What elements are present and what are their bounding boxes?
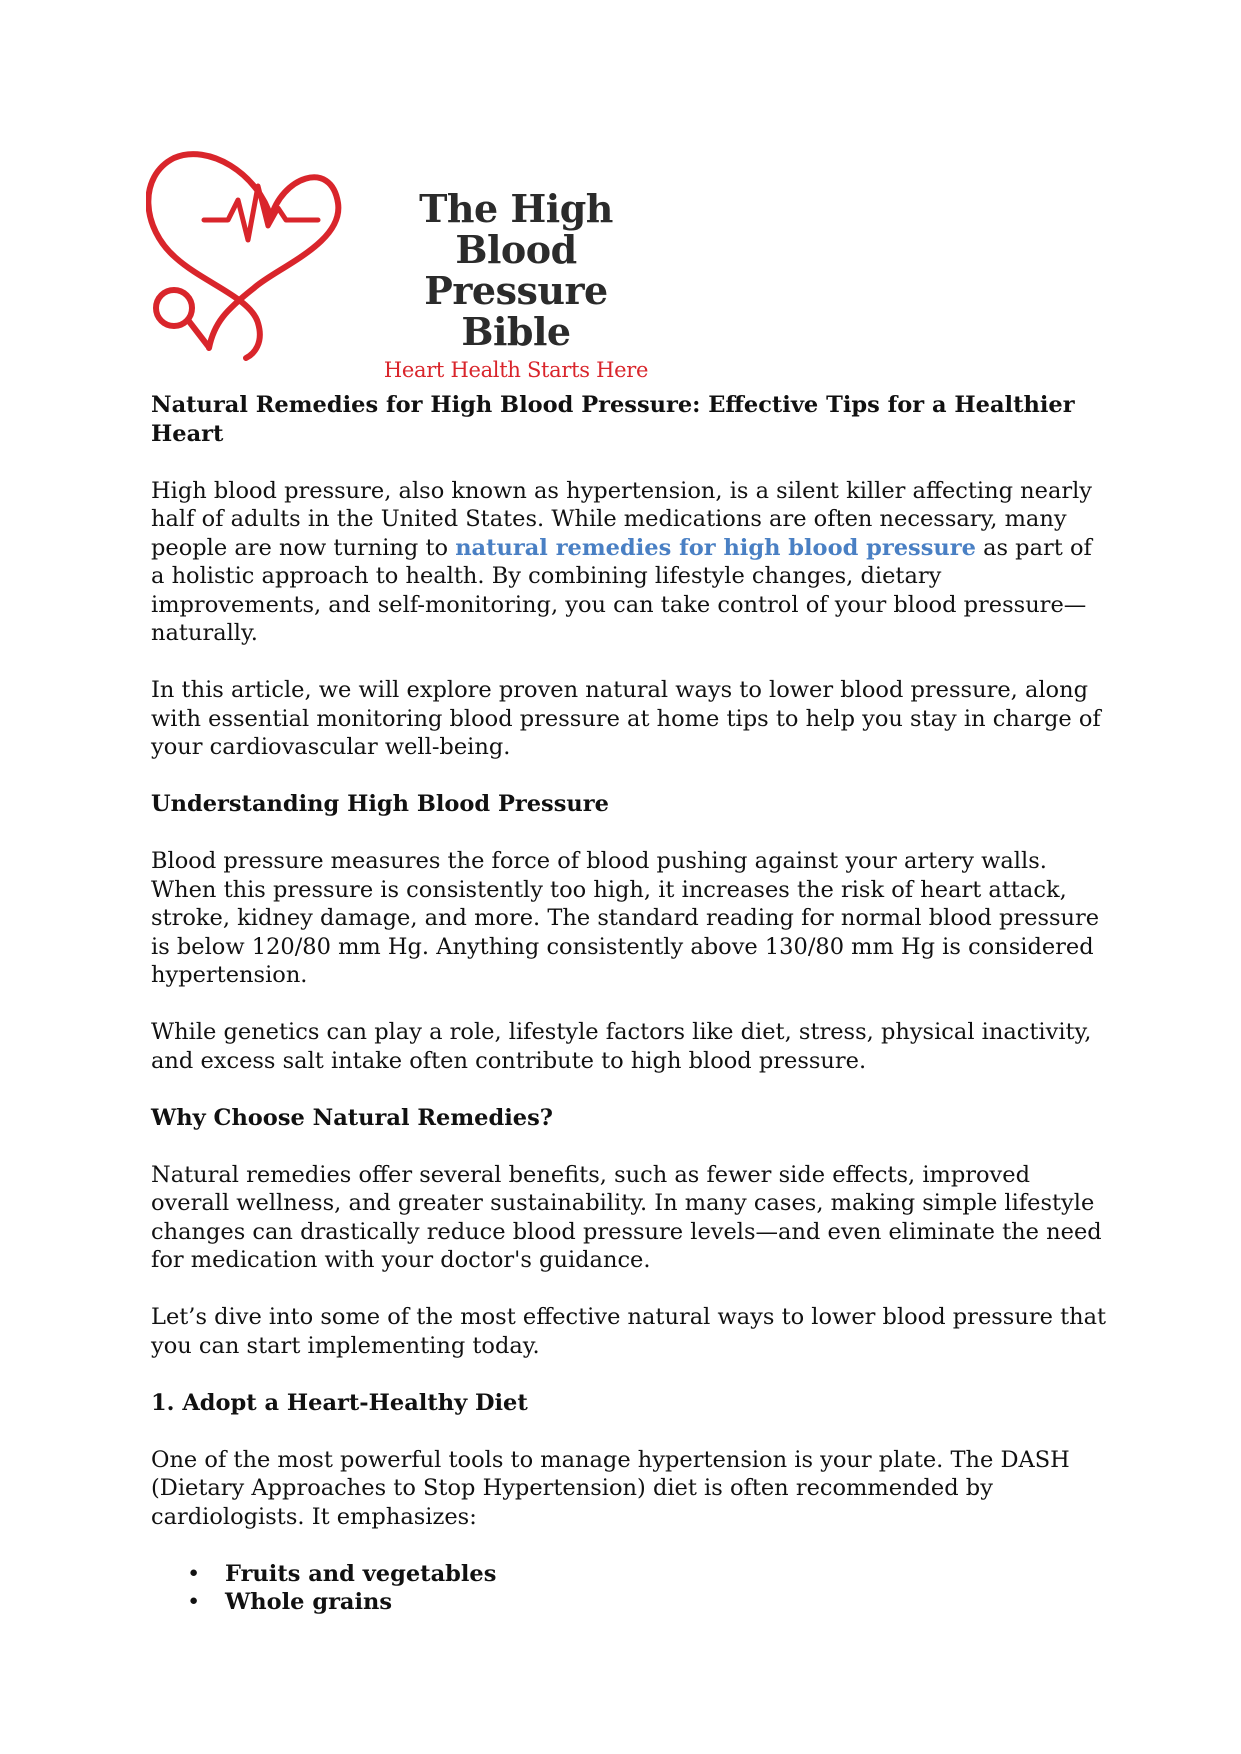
section-paragraph: One of the most powerful tools to manage hypertension is your plate. The DASH (Dietary Approaches to Stop Hypertension) diet is often recommended by cardiologists. It emphasizes: (151, 1446, 1070, 1530)
logo-title-line: Pressure (424, 268, 608, 313)
section-paragraph: While genetics can play a role, lifestyle factors like diet, stress, physical inactivity, and excess salt intake often contribute to high blood pressure. (151, 1019, 1092, 1074)
intro-paragraph-2: In this article, we will explore proven natural ways to lower blood pressure, along with essential monitoring blood pressure at home tips to help you stay in charge of your cardiovascular well-being. (151, 677, 1101, 760)
intro-paragraph (151, 477, 1111, 648)
logo-wordmark (366, 188, 666, 382)
intro-text: as part of a holistic approach to health. By combining lifestyle changes, dietary improvements, and self-monitoring, you can take control of your blood pressure—naturally. (151, 534, 1092, 646)
section-heading-why-natural: Why Choose Natural Remedies? (151, 1104, 553, 1131)
natural-remedies-link[interactable]: natural remedies for high blood pressure (455, 534, 976, 561)
article-title: Natural Remedies for High Blood Pressure: Effective Tips for a Healthier Heart (151, 392, 1075, 447)
logo-title-line: The High Blood (419, 186, 613, 272)
diet-list (151, 1560, 1111, 1617)
list-item: • Fruits and vegetables (225, 1560, 1111, 1589)
list-item: • Whole grains (225, 1588, 1111, 1617)
logo-tagline: Heart Health Starts Here (383, 358, 649, 382)
section-paragraph: Natural remedies offer several benefits, such as fewer side effects, improved overall wellness, and greater sustainability. In many cases, making simple lifestyle changes can drastically reduce blood pressure levels—and even eliminate the need for medication with your doctor's guidance. (151, 1161, 1102, 1273)
intro-text: High blood pressure, also known as hypertension, is a silent killer affecting nearly half of adults in the United States. While medications are often necessary, many people are now turning to (151, 477, 1093, 561)
heart-stethoscope-icon (146, 148, 346, 363)
section-heading-diet: 1. Adopt a Heart-Healthy Diet (151, 1389, 528, 1416)
article-body (151, 391, 1111, 1617)
site-logo (146, 148, 686, 382)
section-paragraph: Blood pressure measures the force of blood pushing against your artery walls. When this pressure is consistently too high, it increases the risk of heart attack, stroke, kidney damage, and more. The standard reading for normal blood pressure is below 120/80 mm Hg. Anything consistently above 130/80 mm Hg is considered hypertension. (151, 848, 1100, 988)
section-paragraph: Let’s dive into some of the most effective natural ways to lower blood pressure that you can start implementing today. (151, 1304, 1107, 1359)
section-heading-understanding: Understanding High Blood Pressure (151, 791, 609, 817)
logo-title-line: Bible (461, 309, 571, 354)
